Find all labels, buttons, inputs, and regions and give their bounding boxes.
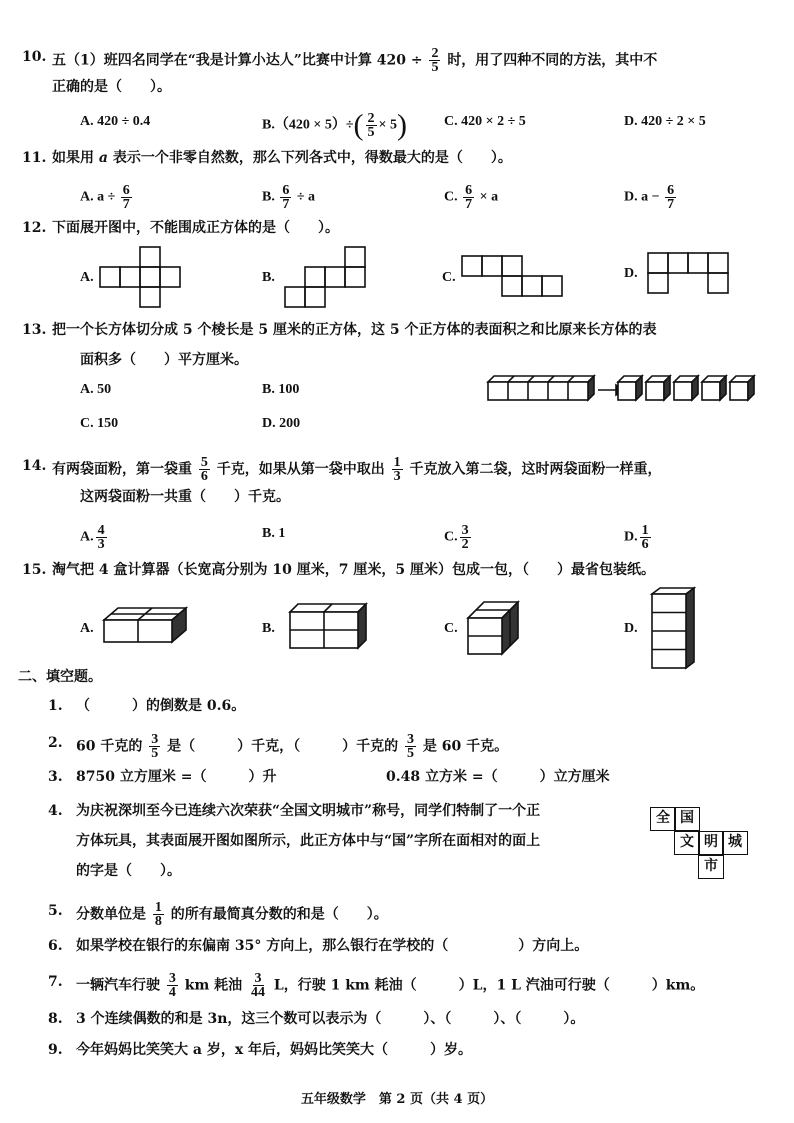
q10-stem-a: 五（1）班四名同学在“我是计算小达人”比赛中计算 420 ÷: [52, 52, 423, 69]
net-cell-shi: 市: [698, 855, 724, 879]
q15-box-b: [290, 602, 380, 652]
q15-number: 15.: [22, 562, 47, 578]
fraction-denominator: 5: [367, 125, 375, 140]
fill-2-number: 2.: [48, 735, 63, 751]
q11-option-a[interactable]: [80, 184, 134, 211]
q11-stem-a: 如果用: [52, 150, 94, 166]
fraction-denominator: 3: [97, 537, 105, 552]
q12-net-a: [100, 243, 200, 313]
fill-2-b: 是（ ）千克，（ ）千克的: [167, 738, 399, 755]
fill-5-b: 的所有最简真分数的和是（ ）。: [170, 906, 388, 923]
fraction-denominator: 6: [200, 469, 208, 484]
fill-7-text: [76, 972, 704, 999]
fill-7-b: km 耗油: [184, 977, 243, 994]
q10-stem-line2: 正确的是（ ）。: [52, 79, 171, 95]
q11-option-d-fraction: [665, 184, 676, 211]
fill-7-a: 一辆汽车行驶: [76, 977, 160, 994]
fraction-denominator: 5: [406, 746, 414, 761]
q10-option-a[interactable]: A. 420 ÷ 0.4: [80, 114, 151, 129]
q10-option-d[interactable]: D. 420 ÷ 2 × 5: [624, 114, 706, 129]
q12-label-b[interactable]: B.: [262, 270, 275, 285]
fraction-denominator: 44: [251, 985, 266, 1000]
q14-option-a-label: A.: [80, 529, 94, 545]
q10-option-b-pre: B.（420 × 5）÷: [262, 117, 354, 133]
q12-number: 12.: [22, 220, 47, 236]
fill-2-a: 60 千克的: [76, 738, 143, 755]
q10-number: 10.: [22, 49, 47, 65]
q15-box-a: [104, 604, 194, 648]
fill-5-number: 5.: [48, 903, 63, 919]
fraction-denominator: 8: [154, 914, 162, 929]
fill-4-line2: 方体玩具，其表面展开图如图所示，此正方体中与“国”字所在面相对的面上: [76, 833, 541, 849]
q14-option-a-fraction: [96, 524, 107, 551]
q13-option-a[interactable]: A. 50: [80, 382, 112, 397]
q14-fraction-1: [199, 456, 210, 483]
fraction-numerator: 2: [367, 111, 375, 126]
q10-stem-line1: [52, 47, 657, 74]
fraction-numerator: 1: [393, 455, 401, 470]
q11-option-b-pre: B.: [262, 189, 275, 205]
q13-stem-line1: 把一个长方体切分成 5 个棱长是 5 厘米的正方体，这 5 个正方体的表面积之和比原来长方体的表: [52, 322, 657, 338]
section-2-title: 二、填空题。: [18, 669, 102, 685]
fill-7-c: L，行驶 1 km 耗油（ ）L，1 L 汽油可行驶（ ）km。: [273, 977, 705, 994]
q11-number: 11.: [22, 150, 47, 166]
fraction-numerator: 5: [200, 455, 208, 470]
q14-option-d-label: D.: [624, 529, 638, 545]
fill-7-fraction-2: [249, 972, 267, 999]
q10-option-b-fraction: [366, 112, 377, 139]
fraction-denominator: 5: [151, 746, 159, 761]
q12-stem: 下面展开图中，不能围成正方体的是（ ）。: [52, 220, 339, 236]
net-cell-ming: 明: [698, 831, 724, 855]
fraction-numerator: 3: [254, 971, 262, 986]
q14-option-d-fraction: [640, 524, 651, 551]
fraction-numerator: 3: [168, 971, 176, 986]
fraction-numerator: 3: [406, 732, 414, 747]
fill-9-number: 9.: [48, 1042, 63, 1058]
q11-option-c[interactable]: [444, 184, 498, 211]
q14-stem-line2: 这两袋面粉一共重（ ）千克。: [80, 489, 290, 505]
q13-option-c[interactable]: C. 150: [80, 416, 119, 431]
q11-option-c-fraction: [463, 184, 474, 211]
fill-9-text: 今年妈妈比笑笑大 a 岁，x 年后，妈妈比笑笑大（ ）岁。: [76, 1042, 473, 1058]
q14-option-b[interactable]: B. 1: [262, 526, 286, 541]
fraction-denominator: 5: [431, 60, 439, 75]
fill-3-text-a: 8750 立方厘米 =（ ）升: [76, 769, 277, 785]
q10-stem-b: 时，用了四种不同的方法，其中不: [447, 52, 658, 69]
q15-label-b[interactable]: B.: [262, 621, 275, 636]
q15-stem: 淘气把 4 盒计算器（长宽高分别为 10 厘米，7 厘米，5 厘米）包成一包，（ ）最省包装纸。: [52, 562, 655, 578]
q11-stem-b: 表示一个非零自然数，那么下列各式中，得数最大的是（ ）。: [112, 150, 512, 166]
q10-option-c[interactable]: C. 420 × 2 ÷ 5: [444, 114, 526, 129]
q12-net-c: [462, 253, 582, 303]
fraction-denominator: 7: [122, 197, 130, 212]
fraction-numerator: 2: [431, 46, 439, 61]
q12-label-c[interactable]: C.: [442, 270, 456, 285]
q10-option-b[interactable]: B.（420 × 5）÷( $\frac{2}{5}$ × 5): [262, 108, 407, 142]
fraction-numerator: 3: [461, 523, 469, 538]
q15-label-a[interactable]: A.: [80, 621, 94, 636]
q14-stem-c: 千克放入第二袋，这时两袋面粉一样重，: [409, 461, 662, 478]
fill-3-number: 3.: [48, 769, 63, 785]
fraction-denominator: 7: [282, 197, 290, 212]
q11-option-c-post: × a: [479, 189, 499, 205]
fraction-denominator: 4: [168, 985, 176, 1000]
q13-number: 13.: [22, 322, 47, 338]
net-cell-cheng: 城: [722, 831, 748, 855]
q14-fraction-2: [392, 456, 403, 483]
fraction-denominator: 7: [667, 197, 675, 212]
fraction-numerator: 4: [97, 523, 105, 538]
q11-variable: a: [98, 150, 108, 166]
fraction-numerator: 6: [465, 183, 473, 198]
q14-stem-line1: [52, 456, 662, 483]
q11-option-a-pre: A. a ÷: [80, 189, 116, 205]
q12-label-d[interactable]: D.: [624, 266, 638, 281]
fill-2-c: 是 60 千克。: [422, 738, 509, 755]
q15-box-d: [652, 586, 702, 672]
q14-option-c[interactable]: [444, 524, 473, 551]
net-cell-quan: 全: [650, 807, 676, 831]
q11-option-b-fraction: [280, 184, 291, 211]
fraction-numerator: 3: [151, 732, 159, 747]
fraction-numerator: 1: [641, 523, 649, 538]
q13-cubes-diagram: [618, 374, 768, 404]
q15-label-c[interactable]: C.: [444, 621, 458, 636]
q14-option-a[interactable]: [80, 524, 109, 551]
fill-5-text: [76, 901, 388, 928]
net-cell-wen: 文: [674, 831, 700, 855]
fill-6-text: 如果学校在银行的东偏南 35° 方向上，那么银行在学校的（ ）方向上。: [76, 938, 589, 954]
q10-fraction: [429, 47, 440, 74]
fill-3-text-b: 0.48 立方米 =（ ）立方厘米: [386, 769, 610, 785]
fraction-denominator: 6: [641, 537, 649, 552]
fill-6-number: 6.: [48, 938, 63, 954]
fill-2-text: [76, 733, 508, 760]
fill-4-line3: 的字是（ ）。: [76, 863, 181, 879]
fill-8-text: 3 个连续偶数的和是 3n，这三个数可以表示为（ ）、（ ）、（ ）。: [76, 1011, 585, 1027]
fill-5-a: 分数单位是: [76, 906, 146, 923]
fraction-denominator: 2: [461, 537, 469, 552]
q12-label-a[interactable]: A.: [80, 270, 94, 285]
q11-option-b[interactable]: [262, 184, 315, 211]
page-footer: 五年级数学 第 2 页（共 4 页）: [300, 1092, 494, 1107]
q11-option-b-post: ÷ a: [296, 189, 316, 205]
fraction-numerator: 6: [282, 183, 290, 198]
fraction-denominator: 7: [465, 197, 473, 212]
fill-1-number: 1.: [48, 698, 63, 714]
q14-option-d[interactable]: [624, 524, 653, 551]
q13-stem-line2: 面积多（ ）平方厘米。: [80, 352, 248, 368]
fraction-numerator: 6: [667, 183, 675, 198]
net-cell-guo: 国: [674, 807, 700, 831]
q14-option-c-fraction: [460, 524, 471, 551]
q11-option-d[interactable]: [624, 184, 678, 211]
q15-box-c: [468, 598, 528, 658]
fill-2-fraction-2: [405, 733, 416, 760]
fill-4-number: 4.: [48, 803, 63, 819]
q13-option-b[interactable]: B. 100: [262, 382, 300, 397]
fill-1-text: （ ）的倒数是 0.6。: [76, 698, 246, 714]
q15-label-d[interactable]: D.: [624, 621, 638, 636]
fraction-denominator: 3: [393, 469, 401, 484]
q13-option-d[interactable]: D. 200: [262, 416, 301, 431]
fill-8-number: 8.: [48, 1011, 63, 1027]
fill-5-fraction: [153, 901, 164, 928]
fraction-numerator: 1: [154, 900, 162, 915]
q11-option-c-pre: C.: [444, 189, 458, 205]
q14-stem-a: 有两袋面粉，第一袋重: [52, 461, 192, 478]
fill-7-fraction-1: [167, 972, 178, 999]
fill-7-number: 7.: [48, 974, 63, 990]
q14-stem-b: 千克，如果从第一袋中取出: [216, 461, 385, 478]
q12-net-d: [648, 250, 748, 300]
q11-option-a-fraction: [121, 184, 132, 211]
fill-2-fraction-1: [149, 733, 160, 760]
q14-option-c-label: C.: [444, 529, 458, 545]
fraction-numerator: 6: [122, 183, 130, 198]
q10-option-b-post: × 5: [378, 117, 397, 133]
q12-net-b: [285, 243, 385, 313]
q11-stem: [52, 148, 512, 168]
fill-4-line1: 为庆祝深圳至今已连续六次荣获“全国文明城市”称号，同学们特制了一个正: [76, 803, 541, 819]
q14-number: 14.: [22, 458, 47, 474]
q11-option-d-pre: D. a −: [624, 189, 660, 205]
